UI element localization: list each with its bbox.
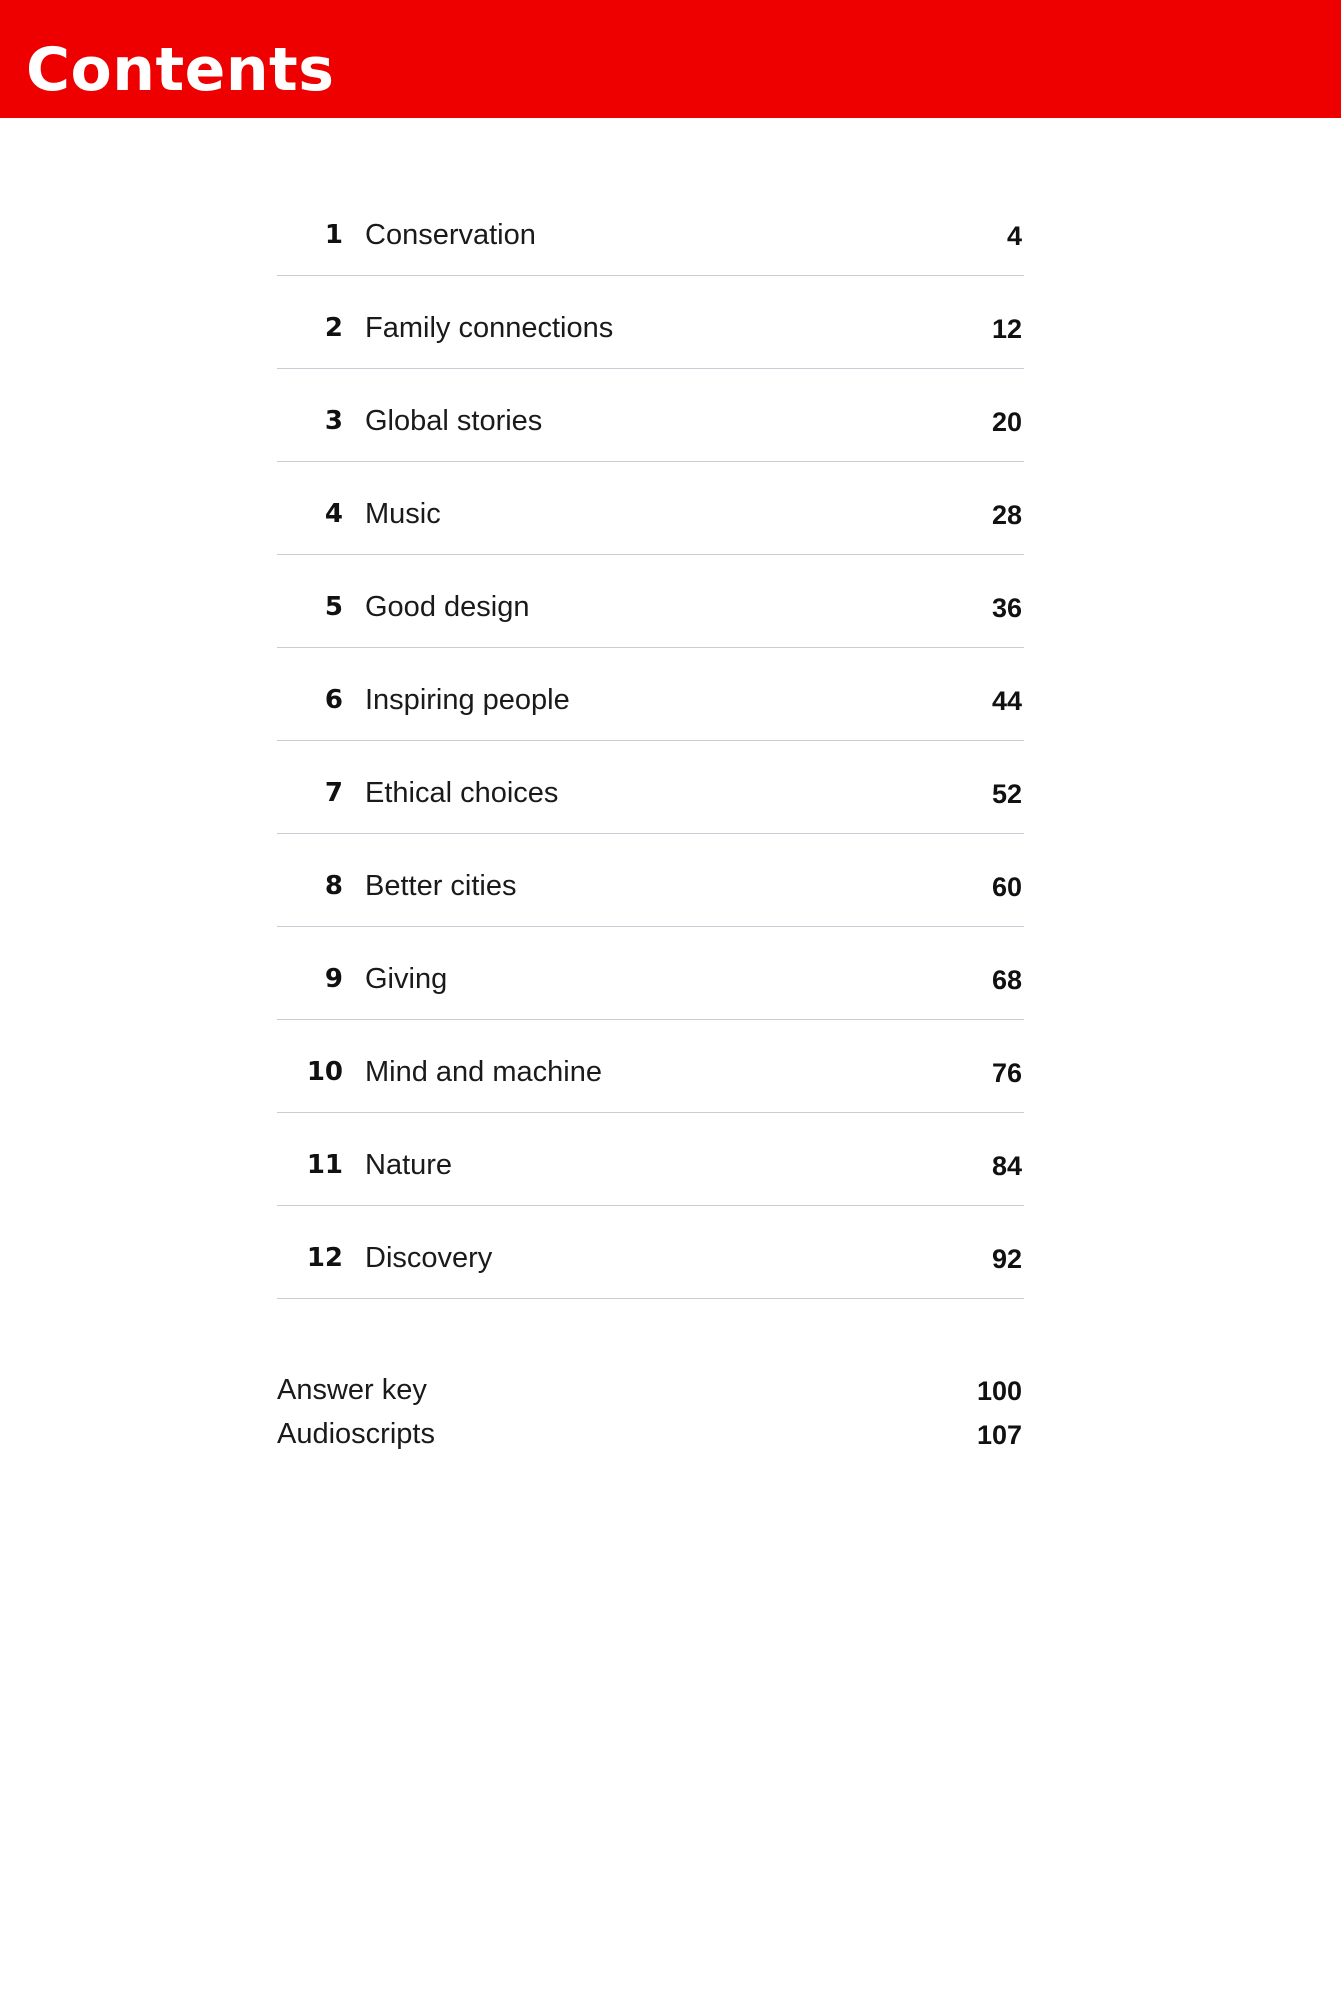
unit-number: 9 (324, 964, 343, 994)
page-number: 44 (991, 686, 1022, 716)
page-number: 60 (991, 872, 1022, 902)
page-title: Contents (26, 35, 335, 105)
header-banner (0, 0, 1341, 118)
unit-number: 4 (324, 499, 343, 529)
page-number: 76 (991, 1058, 1022, 1088)
page-number: 4 (1006, 221, 1022, 251)
page-number: 12 (991, 314, 1022, 344)
toc-entry[interactable] (277, 1021, 1024, 1113)
back-matter-list (277, 1370, 1024, 1458)
unit-title: Conservation (365, 219, 536, 251)
toc-entry[interactable] (277, 1114, 1024, 1206)
toc-entry[interactable] (277, 277, 1024, 369)
toc-entry[interactable] (277, 184, 1024, 276)
page-number: 92 (991, 1244, 1022, 1274)
toc-entry[interactable] (277, 742, 1024, 834)
unit-title: Global stories (365, 405, 543, 437)
page-number: 28 (991, 500, 1022, 530)
page-number: 20 (991, 407, 1022, 437)
unit-number: 12 (306, 1243, 343, 1273)
page-number: 84 (991, 1151, 1022, 1181)
page-number: 100 (976, 1376, 1022, 1406)
unit-number: 1 (324, 220, 343, 250)
unit-title: Ethical choices (365, 777, 559, 809)
unit-title: Good design (365, 591, 530, 623)
page-number: 36 (991, 593, 1022, 623)
section-title: Audioscripts (277, 1418, 435, 1450)
unit-number: 10 (306, 1057, 343, 1087)
contents-list (277, 184, 1024, 1300)
section-title: Answer key (277, 1374, 427, 1406)
unit-number: 8 (324, 871, 343, 901)
unit-title: Music (365, 498, 441, 530)
toc-entry[interactable] (277, 1207, 1024, 1299)
toc-entry-audioscripts[interactable] (277, 1414, 1024, 1458)
unit-title: Mind and machine (365, 1056, 602, 1088)
unit-title: Family connections (365, 312, 614, 344)
toc-entry[interactable] (277, 835, 1024, 927)
page-number: 68 (991, 965, 1022, 995)
unit-number: 5 (324, 592, 343, 622)
unit-number: 3 (324, 406, 343, 436)
unit-title: Giving (365, 963, 448, 995)
unit-number: 6 (324, 685, 343, 715)
unit-title: Inspiring people (365, 684, 570, 716)
unit-title: Better cities (365, 870, 517, 902)
toc-entry[interactable] (277, 649, 1024, 741)
unit-title: Nature (365, 1149, 453, 1181)
toc-entry[interactable] (277, 370, 1024, 462)
unit-number: 11 (306, 1150, 343, 1180)
toc-entry[interactable] (277, 928, 1024, 1020)
toc-entry-answer-key[interactable] (277, 1370, 1024, 1414)
page-number: 107 (976, 1420, 1022, 1450)
toc-entry[interactable] (277, 463, 1024, 555)
unit-number: 7 (324, 778, 343, 808)
unit-number: 2 (324, 313, 343, 343)
toc-entry[interactable] (277, 556, 1024, 648)
unit-title: Discovery (365, 1242, 493, 1274)
page-number: 52 (991, 779, 1022, 809)
